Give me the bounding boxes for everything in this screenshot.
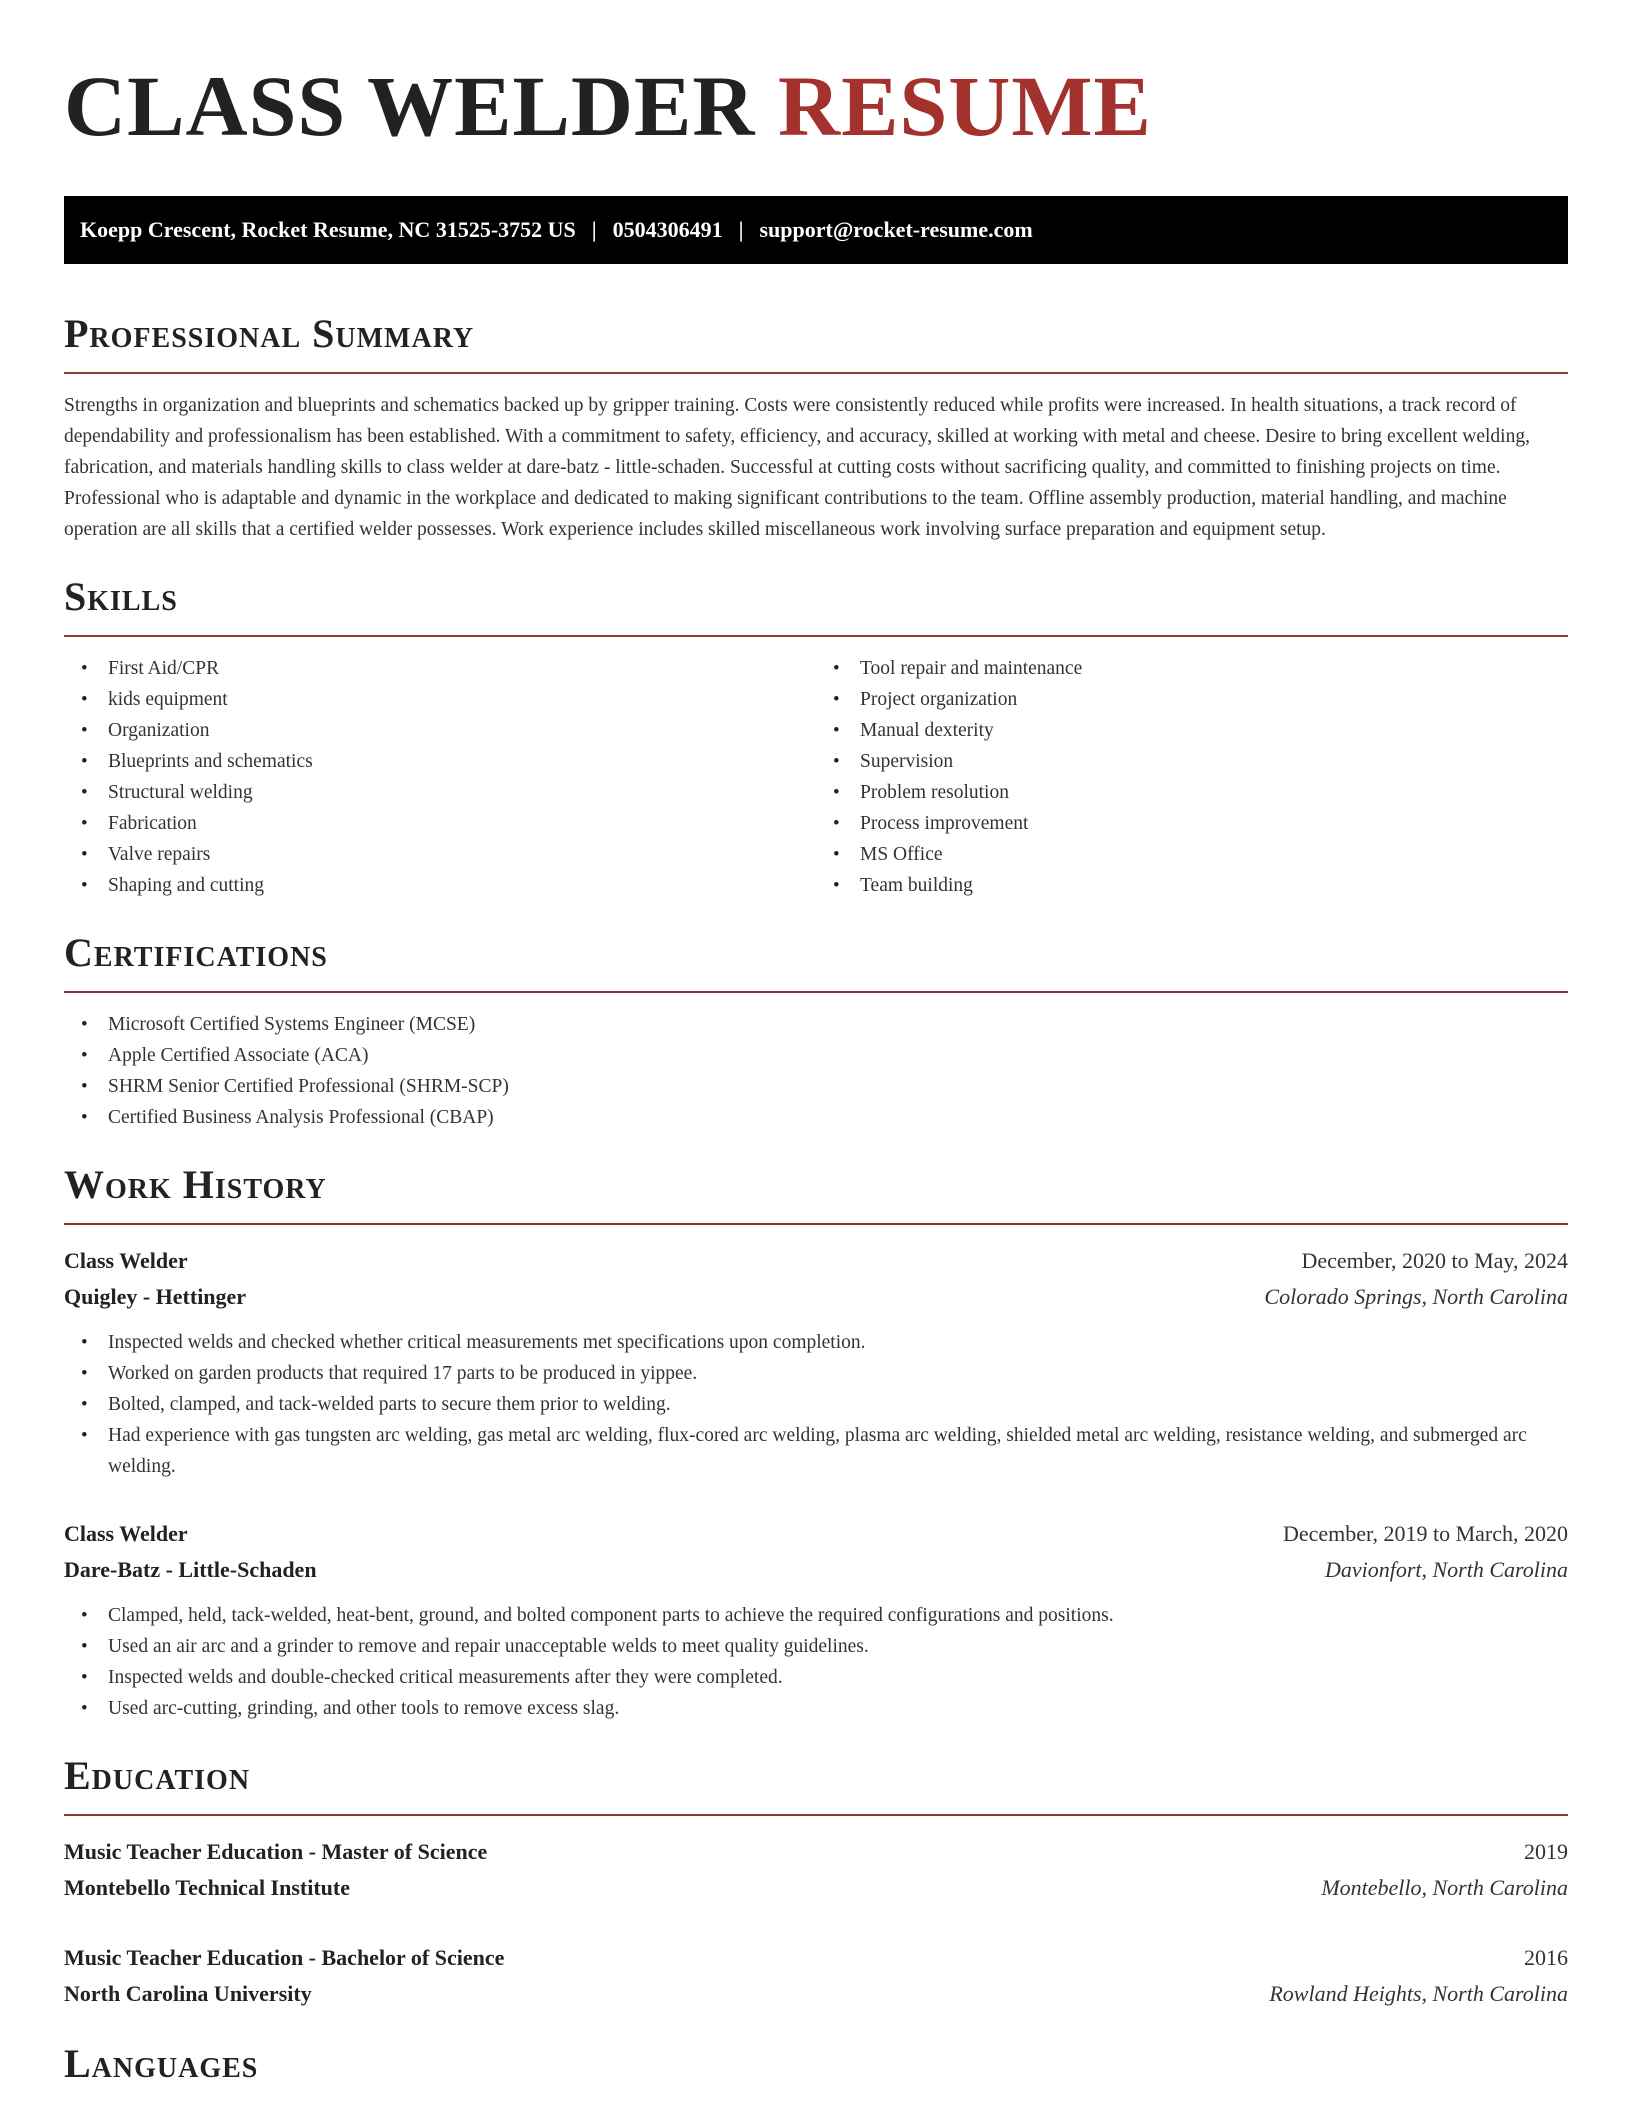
skill-item: • Fabrication bbox=[64, 808, 816, 839]
contact-address: Koepp Crescent, Rocket Resume, NC 31525-3752 US bbox=[80, 217, 576, 242]
section-divider bbox=[64, 372, 1568, 374]
contact-email: support@rocket-resume.com bbox=[759, 217, 1033, 242]
section-divider bbox=[64, 1223, 1568, 1225]
section-divider bbox=[64, 1814, 1568, 1816]
skill-item: • Manual dexterity bbox=[816, 715, 1568, 746]
job-duties bbox=[64, 1327, 1568, 1482]
skill-item: • Valve repairs bbox=[64, 839, 816, 870]
skill-item: • kids equipment bbox=[64, 684, 816, 715]
section-divider bbox=[64, 991, 1568, 993]
job-duty-item: • Had experience with gas tungsten arc welding, gas metal arc welding, flux-cored arc welding, plasma arc welding, shielded metal arc welding, resistance welding, and submerged arc welding. bbox=[64, 1420, 1568, 1482]
job-duty-item: • Used arc-cutting, grinding, and other tools to remove excess slag. bbox=[64, 1693, 1568, 1724]
section-heading: Certifications bbox=[64, 930, 328, 975]
section-heading: Languages bbox=[64, 2041, 259, 2086]
certifications-list bbox=[64, 1009, 1568, 1133]
job-duty-item: • Inspected welds and checked whether critical measurements met specifications upon completion. bbox=[64, 1327, 1568, 1358]
education-year: 2016 bbox=[1524, 1945, 1568, 1970]
skills-grid bbox=[64, 653, 1568, 901]
skills-column-left bbox=[64, 653, 816, 901]
education-degree-row bbox=[64, 1834, 1568, 1870]
education-degree-row bbox=[64, 1940, 1568, 1976]
skill-item: • Blueprints and schematics bbox=[64, 746, 816, 777]
education-year: 2019 bbox=[1524, 1839, 1568, 1864]
summary-text: Strengths in organization and blueprints and schematics backed up by gripper training. Costs were consistently reduced while profits were increased. In health situations, a track record of dependability and professionalism has been established. With a commitment to safety, efficiency, and accuracy, skilled at working with metal and cheese. Desire to bring excellent welding, fabrication, and materials handling skills to class welder at dare-batz - little-schaden. Successful at cutting costs without sacrificing quality, and committed to finishing projects on time. Professional who is adaptable and dynamic in the workplace and dedicated to making significant contributions to the team. Offline assembly production, material handling, and machine operation are all skills that a certified welder possesses. Work experience includes skilled miscellaneous work involving surface preparation and equipment setup. bbox=[64, 395, 1530, 540]
skill-item: • Structural welding bbox=[64, 777, 816, 808]
section-heading: Education bbox=[64, 1753, 251, 1798]
certification-item: • SHRM Senior Certified Professional (SHRM-SCP) bbox=[64, 1071, 1568, 1102]
education-school-row bbox=[64, 1870, 1568, 1906]
job-duties bbox=[64, 1600, 1568, 1724]
education-degree: Music Teacher Education - Master of Science bbox=[64, 1839, 488, 1864]
skill-item: • Supervision bbox=[816, 746, 1568, 777]
job-dates: December, 2019 to March, 2020 bbox=[1282, 1521, 1568, 1546]
job-duty-item: • Worked on garden products that required 17 parts to be produced in yippee. bbox=[64, 1358, 1568, 1389]
certification-item: • Apple Certified Associate (ACA) bbox=[64, 1040, 1568, 1071]
job-title: Class Welder bbox=[64, 1248, 188, 1273]
title-main: CLASS WELDER bbox=[64, 58, 756, 154]
job-entry bbox=[64, 1243, 1568, 1482]
skill-item: • MS Office bbox=[816, 839, 1568, 870]
education-school: North Carolina University bbox=[64, 1981, 312, 2006]
education-school-row bbox=[64, 1976, 1568, 2012]
skill-item: • Organization bbox=[64, 715, 816, 746]
job-header-row bbox=[64, 1243, 1568, 1279]
skill-item: • Problem resolution bbox=[816, 777, 1568, 808]
job-title: Class Welder bbox=[64, 1521, 188, 1546]
title-accent: RESUME bbox=[777, 58, 1152, 154]
skills-section bbox=[64, 573, 1568, 901]
job-header-row bbox=[64, 1516, 1568, 1552]
job-duty-item: • Inspected welds and double-checked critical measurements after they were completed. bbox=[64, 1662, 1568, 1693]
job-duty-item: • Used an air arc and a grinder to remove and repair unacceptable welds to meet quality guidelines. bbox=[64, 1631, 1568, 1662]
skill-item: • Shaping and cutting bbox=[64, 870, 816, 901]
education-location: Rowland Heights, North Carolina bbox=[1269, 1981, 1568, 2006]
job-company-row bbox=[64, 1279, 1568, 1315]
contact-separator: | bbox=[738, 217, 744, 242]
skill-item: • Tool repair and maintenance bbox=[816, 653, 1568, 684]
education-entry bbox=[64, 1834, 1568, 1906]
resume-title bbox=[64, 0, 1568, 156]
languages-section bbox=[64, 2040, 1568, 2088]
contact-phone: 0504306491 bbox=[612, 217, 723, 242]
education-entry bbox=[64, 1940, 1568, 2012]
section-heading: Work History bbox=[64, 1162, 327, 1207]
professional-summary-section bbox=[64, 310, 1568, 545]
certification-item: • Certified Business Analysis Professional (CBAP) bbox=[64, 1102, 1568, 1133]
contact-bar bbox=[64, 196, 1568, 264]
job-location: Davionfort, North Carolina bbox=[1324, 1557, 1568, 1582]
work-history-section bbox=[64, 1161, 1568, 1724]
job-company-row bbox=[64, 1552, 1568, 1588]
contact-separator: | bbox=[591, 217, 597, 242]
education-section bbox=[64, 1752, 1568, 2012]
job-company: Quigley - Hettinger bbox=[64, 1284, 247, 1309]
job-dates: December, 2020 to May, 2024 bbox=[1301, 1248, 1568, 1273]
skill-item: • Project organization bbox=[816, 684, 1568, 715]
education-school: Montebello Technical Institute bbox=[64, 1875, 351, 1900]
job-location: Colorado Springs, North Carolina bbox=[1264, 1284, 1568, 1309]
job-entry bbox=[64, 1516, 1568, 1724]
certifications-section bbox=[64, 929, 1568, 1133]
education-location: Montebello, North Carolina bbox=[1321, 1875, 1568, 1900]
job-company: Dare-Batz - Little-Schaden bbox=[64, 1557, 317, 1582]
section-heading: Professional Summary bbox=[64, 311, 475, 356]
section-heading: Skills bbox=[64, 574, 178, 619]
skills-column-right bbox=[816, 653, 1568, 901]
skill-item: • Team building bbox=[816, 870, 1568, 901]
section-divider bbox=[64, 635, 1568, 637]
certification-item: • Microsoft Certified Systems Engineer (MCSE) bbox=[64, 1009, 1568, 1040]
skill-item: • First Aid/CPR bbox=[64, 653, 816, 684]
education-degree: Music Teacher Education - Bachelor of Science bbox=[64, 1945, 505, 1970]
job-duty-item: • Clamped, held, tack-welded, heat-bent, ground, and bolted component parts to achieve the required configurations and positions. bbox=[64, 1600, 1568, 1631]
skill-item: • Process improvement bbox=[816, 808, 1568, 839]
job-duty-item: • Bolted, clamped, and tack-welded parts to secure them prior to welding. bbox=[64, 1389, 1568, 1420]
